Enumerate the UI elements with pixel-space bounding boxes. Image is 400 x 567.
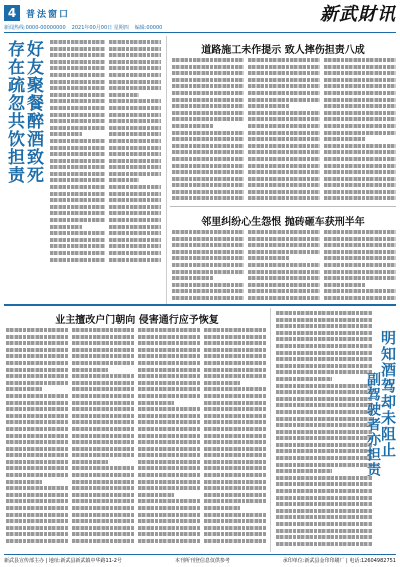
horizontal-section-rule (4, 304, 396, 306)
top-right-body-col1 (172, 58, 244, 208)
masthead-meta (4, 23, 396, 33)
left-article-body-col2 (109, 40, 161, 268)
meta-hotline: 新闻热线:0000-00000000 (4, 25, 66, 31)
bottom-right-title: 明知酒驾却未阻止 (379, 330, 397, 458)
mid-right-body-col2 (248, 230, 320, 302)
footer-disclaimer: 本刊所刊登信息仅供参考 (174, 557, 230, 564)
meta-date: 2021年00月00日 星期四 (71, 25, 129, 31)
mid-right-headline: 邻里纠纷心生怨恨 抛砖砸车获刑半年 (201, 217, 365, 228)
bottom-left-body-col3 (138, 328, 200, 550)
bottom-right-subtitle: 副驾驶者亦担责 (365, 372, 381, 477)
brand-logo: 新武財讯 (320, 4, 396, 25)
footer (4, 554, 396, 564)
bottom-left-body-col1 (6, 328, 68, 550)
section-divider (170, 206, 396, 207)
footer-printer: 承印单位:新武县金印印刷厂 | 电话:12604982751 (282, 557, 396, 564)
footer-publisher: 新武县宣传部主办 | 地址:新武县新武镇中华路11-2号 (4, 557, 122, 564)
bottom-column-divider (270, 308, 271, 552)
left-article-body-col1 (50, 40, 105, 268)
bottom-left-headline: 业主擅改户门朝向 侵害通行应予恢复 (55, 315, 219, 326)
section-name: 普法窗口 (26, 9, 71, 20)
bottom-left-body-col2 (72, 328, 134, 550)
bottom-left-body-col4 (204, 328, 266, 550)
top-right-headline: 道路施工未作提示 致人摔伤担责八成 (201, 45, 365, 56)
top-right-body-col3 (324, 58, 396, 208)
top-right-body-col2 (248, 58, 320, 208)
mid-right-body-col3 (324, 230, 396, 302)
mid-right-body-col1 (172, 230, 244, 302)
meta-editor: 编辑:00000 (134, 25, 163, 31)
left-article-subtitle: 存在疏忽共饮担责 (4, 40, 24, 184)
column-divider (166, 36, 167, 306)
masthead (4, 3, 396, 23)
left-article-title: 好友聚餐醉酒致死 (23, 40, 43, 184)
bottom-right-body (276, 311, 372, 551)
page-number: 4 (4, 5, 20, 21)
